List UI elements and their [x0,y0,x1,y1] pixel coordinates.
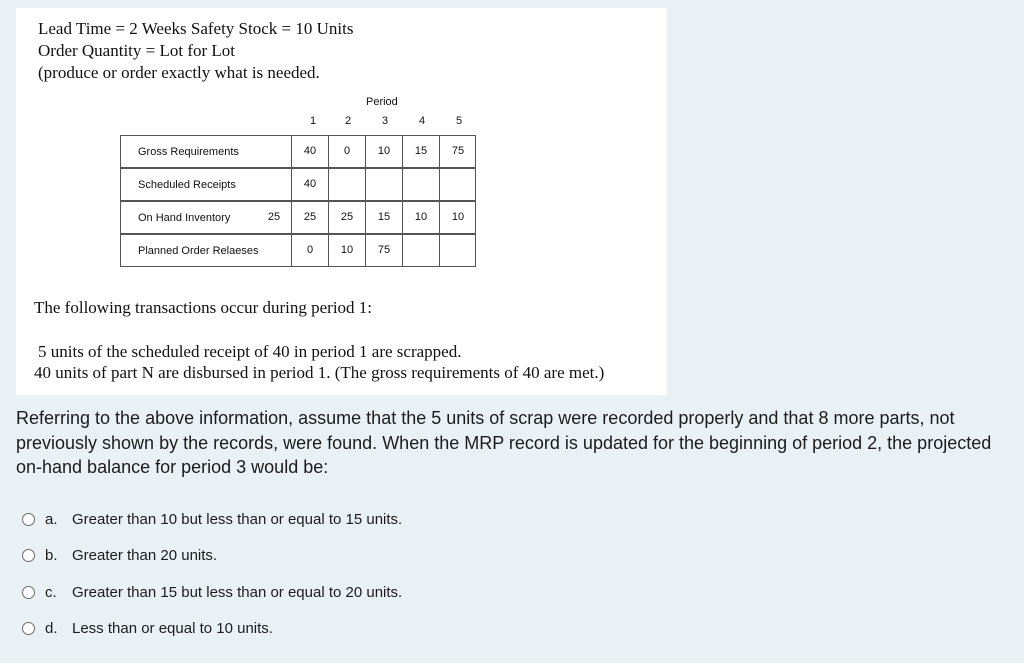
row-label: Planned Order Relaeses [138,245,259,257]
option-text: Greater than 20 units. [72,546,218,564]
option-letter: b. [45,546,58,564]
option-letter: a. [45,510,58,528]
table-cell: 10 [402,202,439,233]
initial-on-hand: 25 [267,211,281,223]
table-cell: 75 [439,136,476,167]
table-cell: 10 [439,202,476,233]
table-cell [365,169,402,200]
mrp-row-planned-order-releases [120,234,476,267]
table-cell [402,169,439,200]
option-letter: d. [45,619,58,637]
mrp-row-scheduled-receipts [120,168,476,201]
table-cell [439,235,476,266]
row-label: Gross Requirements [138,146,239,158]
radio-circle-icon[interactable] [22,622,35,635]
radio-circle-icon[interactable] [22,586,35,599]
transactions-intro: The following transactions occur during period 1: [34,298,373,317]
option-b[interactable] [22,544,217,566]
radio-circle-icon[interactable] [22,513,35,526]
transaction-1: 5 units of the scheduled receipt of 40 in period 1 are scrapped. [38,342,462,361]
period-4: 4 [418,115,426,127]
question-text: Referring to the above information, assume that the 5 units of scrap were recorded properly and that 8 more parts, not previously shown by the records, were found. When the MRP record is updated for the beginning of period 2, the projected on-hand balance for period 3 would be: [16,408,992,477]
option-letter: c. [45,583,57,601]
option-d[interactable] [22,617,273,639]
table-cell: 15 [365,202,402,233]
problem-image [16,8,667,395]
table-cell: 25 [328,202,365,233]
radio-circle-icon[interactable] [22,549,35,562]
table-cell [328,169,365,200]
table-cell: 0 [291,235,328,266]
option-c[interactable] [22,581,402,603]
transaction-2: 40 units of part N are disbursed in period 1. (The gross requirements of 40 are met.) [34,363,605,382]
period-title: Period [366,96,398,108]
row-label: Scheduled Receipts [138,179,236,191]
header-line-lead-time: Lead Time = 2 Weeks Safety Stock = 10 Units [38,19,354,38]
table-cell: 75 [365,235,402,266]
period-5: 5 [455,115,463,127]
option-text: Greater than 10 but less than or equal to 15 units. [72,510,403,528]
option-a[interactable] [22,508,402,530]
table-cell [439,169,476,200]
option-text: Greater than 15 but less than or equal to 20 units. [72,583,403,601]
table-cell: 10 [328,235,365,266]
period-3: 3 [381,115,389,127]
row-label: On Hand Inventory [138,212,231,224]
header-line-note: (produce or order exactly what is needed. [38,63,320,82]
table-cell: 40 [291,136,328,167]
mrp-row-gross-requirements [120,135,476,168]
table-cell: 25 [291,202,328,233]
table-cell: 0 [328,136,365,167]
table-cell [402,235,439,266]
period-1: 1 [309,115,317,127]
table-cell: 10 [365,136,402,167]
period-2: 2 [344,115,352,127]
mrp-row-on-hand-inventory [120,201,476,234]
table-cell: 15 [402,136,439,167]
option-text: Less than or equal to 10 units. [72,619,273,637]
header-line-order-quantity: Order Quantity = Lot for Lot [38,41,236,60]
table-cell: 40 [291,169,328,200]
